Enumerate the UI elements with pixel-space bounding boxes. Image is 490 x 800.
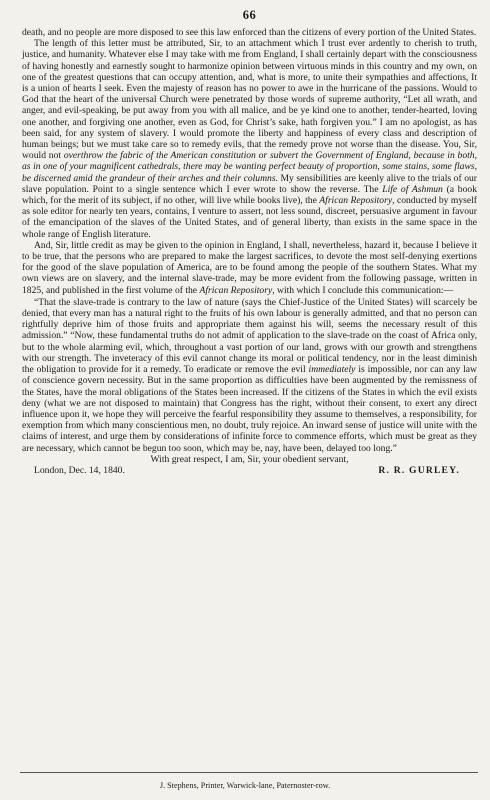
signature-row [22, 465, 477, 477]
quoted-passage [22, 297, 477, 454]
italic-text: African Repository [199, 284, 273, 296]
signature: R. R. GURLEY. [378, 464, 460, 476]
place-date: London, Dec. 14, 1840. [34, 464, 125, 476]
footer-rule [20, 772, 478, 773]
italic-text: immediately [308, 364, 356, 376]
printer-imprint: J. Stephens, Printer, Warwick-lane, Paternoster-row. [159, 781, 331, 790]
text-run: And, Sir, little credit as may be given to the opinion in England, I shall, nevertheless, hazard it, because I believe it to be true, that the persons who are prepared to make the largest sacrifices, to devote the most self-denying exertions for the good of the slave population of America, are to be found among the people of the southern States. What my own views are on slavery, and the internal slave-trade, may be more evident from the following passage, written in 1825, and published in the first volume of the [22, 239, 477, 296]
paragraph [22, 240, 477, 296]
page-number: 66 [242, 8, 257, 22]
text-run: is impossible, nor can any law of conscience govern necessity. But in the same proportion as difficulties have been augmented by the remissness of the States, have the moral obligations of the States been increased. If the citizens of the States in which the evil exists deny (what we are not disposed to maintain) that Congress has the right, without their consent, to exert any direct influence upon it, we hope they will perceive the fearful responsibility they assume to themselves, a responsibility, for exemption from which many conscientious men, no doubt, truly rejoice. An inward sense of justice will unite with the claims of interest, and urge them by considerations of infinite force to commence efforts, which must be great as they are necessary, which cannot be begun too soon, which may be, nay, have been, delayed too long.” [22, 364, 477, 454]
closing-line: With great respect, I am, Sir, your obedient servant, [150, 453, 349, 465]
text-run: “That the slave-trade is contrary to the law of nature (says the Chief-Justice of the United States) will scarcely be denied, that every man has a natural right to the fruits of his own labour is generally admitted, and that no person can rightfully deprive him of those fruits and appropriate them against his will, seems the necessary result of this admission.” “Now, these fundamental truths do not admit of application to the slave-trade on the coast of Africa only, but to the whole alarming evil, which, throughout a vast portion of our land, grows with our growth and strengthens with our strength. The inveteracy of this evil cannot change its moral or political tendency, nor in the least diminish the obligation to provide for it a remedy. To eradicate or remove the evil [22, 296, 477, 376]
italic-text: overthrow the fabric of the American constitution or subvert the Government of England, because in both, as in one of your magnificent cathedrals, there may be wanting perfect beauty of proportion, some stains, some flaws, be discerned amid the grandeur of their arches and their columns. [22, 150, 477, 184]
text-run: death, and no people are more disposed to see this law enforced than the citizens of every portion of the United States. [22, 27, 477, 38]
text-run: My sensibilities are keenly alive to the trials of our slave population. Point to a single sentence which I ever wrote to show the reverse. The [22, 172, 477, 195]
text-run: , with which I conclude this communication:— [272, 284, 454, 296]
paragraph [22, 27, 477, 38]
text-run: (a book which, for the merit of its subject, if no other, will live while books live), the [22, 183, 477, 207]
text-run: , conducted by myself as sole editor for nearly ten years, contains, I venture to assert, not less sound, discreet, persuasive argument in favour of the emancipation of the slaves of the United States, and of general liberty, than exists in the same space in the whole range of English literature. [22, 195, 477, 240]
text-run: The length of this letter must be attributed, Sir, to an attachment which I trust ever ardently to cherish to truth, justice, and humanity. Whatever else I may take with me from England, I shall certainly depart with the consciousness of having honestly and earnestly sought to harmonize opinion between virtuous minds in this country and my own, on one of the greatest questions that can occupy attention, and, what is more, to unite their sympathies and affections, It is a union of hearts I seek. Even the majesty of reason has no power to awe in the hurricane of the passions. Would to God that the heart of the universal Church were penetrated by those words of supreme authority, “Let all wrath, and anger, and evil-speaking, be put away from you with all malice, and be ye kind one to another, tender-hearted, loving one another, and forgiving one another, even as God, for Christ’s sake, hath forgiven you.” I am no apologist, as has been said, for any system of slavery. I would promote the liberty and happiness of every class and description of human beings; but we must take care so to remedy evils, that the remedy prove not worse than the disease. You, Sir, would not [22, 38, 477, 162]
body-text [22, 27, 477, 454]
italic-text: Life of Ashmun [382, 183, 443, 195]
italic-text: African Repository [319, 195, 393, 207]
paragraph [22, 38, 477, 240]
